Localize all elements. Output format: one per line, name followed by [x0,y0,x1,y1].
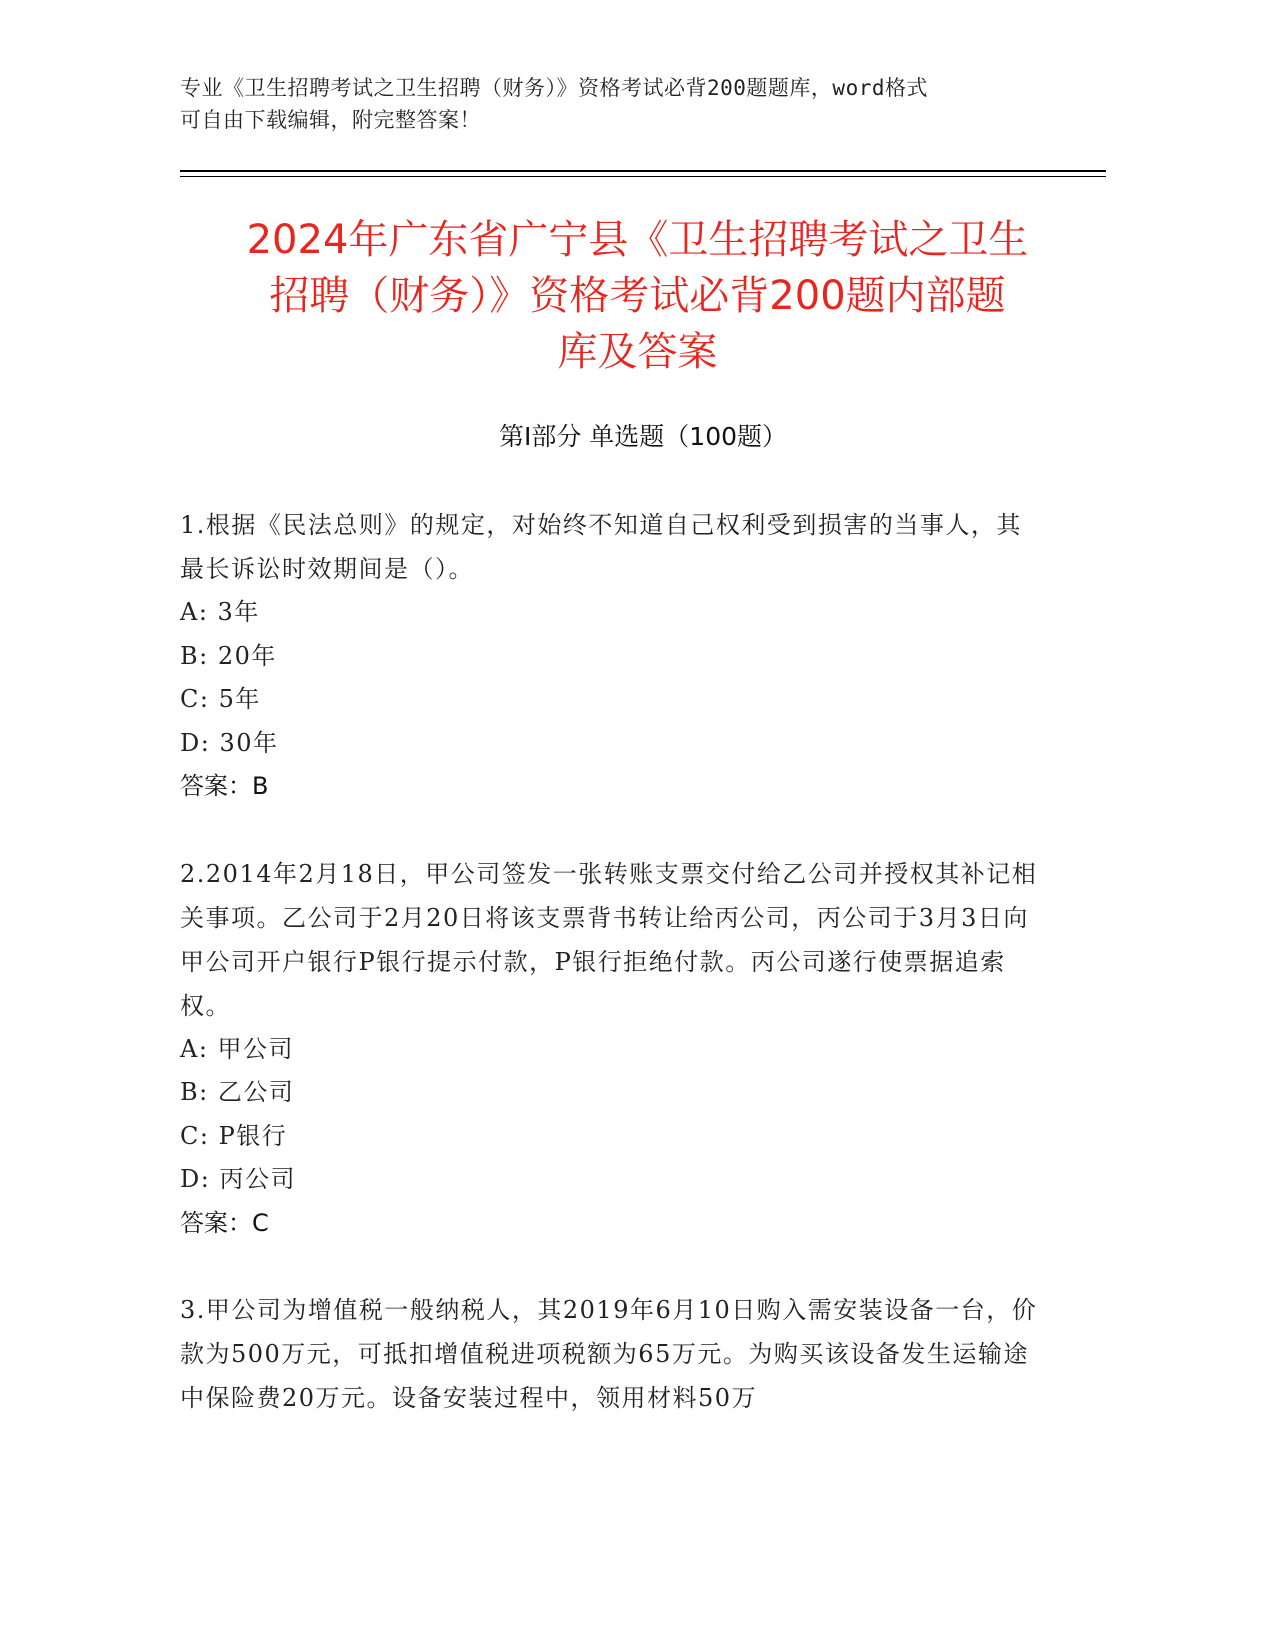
question-list [180,503,1040,1463]
header-note-line: 专业《卫生招聘考试之卫生招聘（财务）》资格考试必背200题题库，word格式 [180,76,928,100]
document-title-line: 库及答案 [557,329,718,375]
question-answer: 答案：C [180,1208,269,1237]
question-option: D: 30年 [180,728,279,757]
document-title-line: 招聘（财务）》资格考试必背200题内部题 [269,273,1006,319]
question-option: C: P银行 [180,1121,288,1150]
question-item [180,852,1040,1246]
question-answer: 答案：B [180,772,269,800]
question-item [180,1288,1040,1420]
header-note-line: 可自由下载编辑，附完整答案！ [180,108,481,132]
section-heading: 第Ⅰ部分 单选题（100题） [498,422,788,451]
header-note [180,72,1040,136]
header-divider [180,176,1106,177]
question-option: D: 丙公司 [180,1165,296,1193]
question-option: C: 5年 [180,685,261,713]
question-option: A: 3年 [180,598,260,626]
question-stem: 1.根据《民法总则》的规定，对始终不知道自己权利受到损害的当事人，其最长诉讼时效期间是（）。 [180,511,1022,583]
question-stem: 2.2014年2月18日，甲公司签发一张转账支票交付给乙公司并授权其补记相关事项。乙公司于2月20日将该支票背书转让给丙公司，丙公司于3月3日向甲公司开户银行P银行提示付款，P银行拒绝付款。丙公司遂行使票据追索权。 [180,859,1038,1020]
question-item [180,503,1040,809]
question-stem: 3.甲公司为增值税一般纳税人，其2019年6月10日购入需安装设备一台，价款为500万元，可抵扣增值税进项税额为65万元。为购买该设备发生运输途中保险费20万元。设备安装过程中，领用材料50万 [180,1296,1038,1412]
question-option: A: 甲公司 [180,1034,295,1063]
question-option: B: 乙公司 [180,1078,295,1106]
document-title-line: 2024年广东省广宁县《卫生招聘考试之卫生 [246,217,1029,263]
header-divider [180,170,1106,172]
document-title [160,212,1115,380]
question-option: B: 20年 [180,641,277,670]
